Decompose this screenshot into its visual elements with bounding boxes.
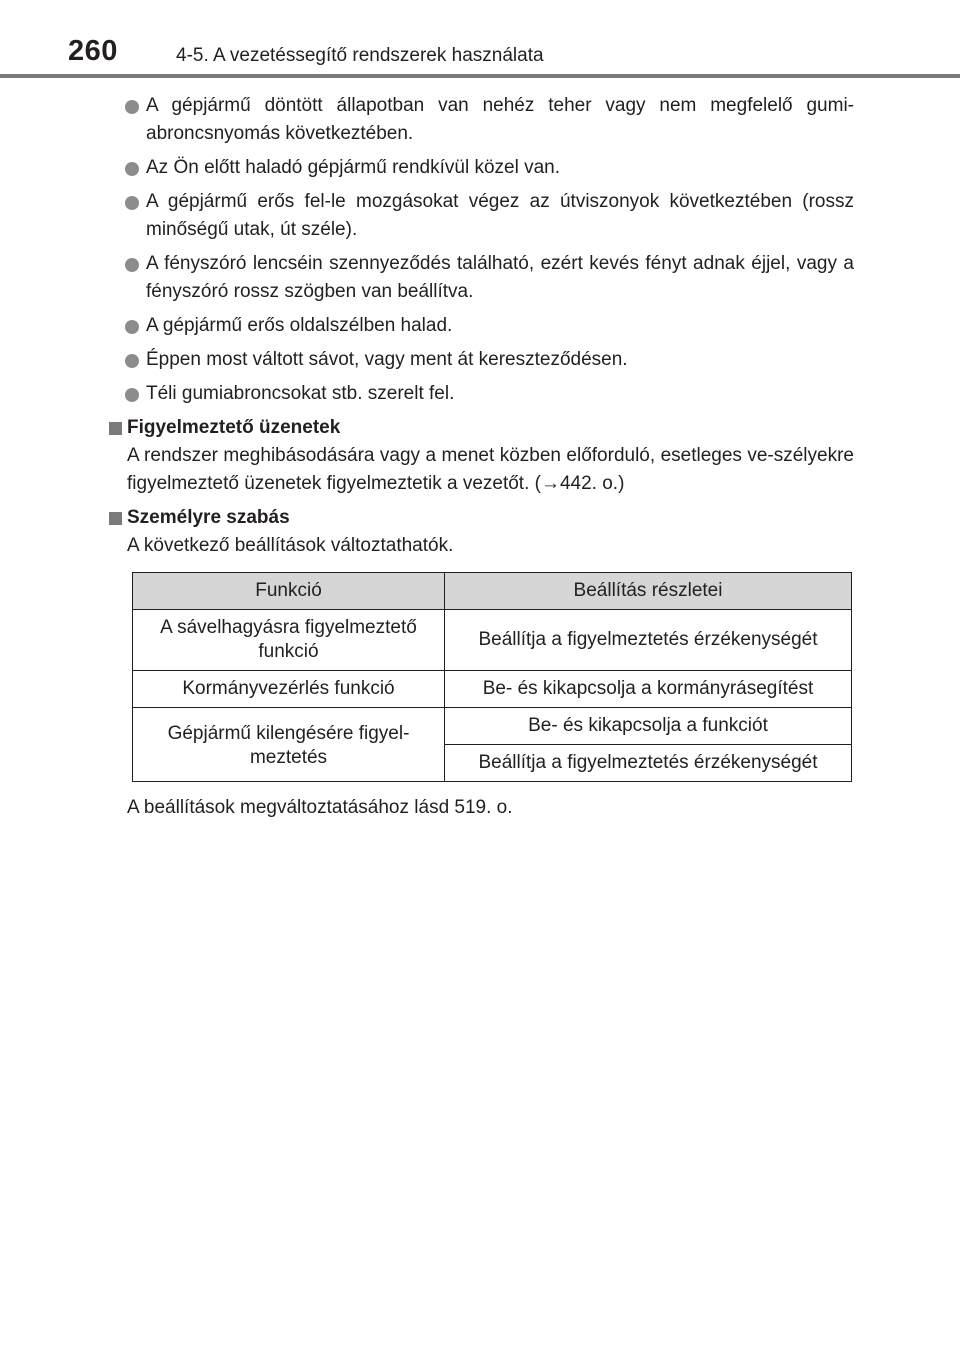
list-item — [108, 188, 854, 244]
page-header — [0, 0, 960, 80]
bullet-list — [108, 92, 854, 408]
bullet-dot-icon — [125, 100, 139, 114]
heading-text: Figyelmeztető üzenetek — [127, 417, 341, 438]
bullet-dot-icon — [125, 388, 139, 402]
page-content — [108, 92, 854, 822]
details-cell: Be- és kikapcsolja a funkciót — [445, 708, 852, 745]
list-item-text: A gépjármű erős fel-le mozgásokat végez az útviszonyok következtében (rossz minőségű utak, út széle). — [146, 191, 854, 240]
list-item-text: A fényszóró lencséin szennyeződés található, ezért kevés fényt adnak éjjel, vagy a fényszóró rossz szögben van beállítva. — [146, 253, 854, 302]
warning-messages-heading — [108, 414, 854, 442]
column-header-function: Funkció — [133, 573, 445, 610]
table-row — [133, 708, 852, 745]
square-bullet-icon — [109, 512, 122, 525]
list-item-text: A gépjármű döntött állapotban van nehéz teher vagy nem megfelelő gumi-abroncsnyomás következtében. — [146, 95, 854, 144]
function-cell: Kormányvezérlés funkció — [133, 671, 445, 708]
list-item-text: Téli gumiabroncsokat stb. szerelt fel. — [146, 383, 455, 404]
list-item — [108, 92, 854, 148]
bullet-dot-icon — [125, 196, 139, 210]
column-header-details: Beállítás részletei — [445, 573, 852, 610]
list-item-text: A gépjármű erős oldalszélben halad. — [146, 315, 453, 336]
warning-messages-text: A rendszer meghibásodására vagy a menet közben előforduló, esetleges ve-szélyekre figyelmeztető üzenetek figyelmeztetik a vezetőt. (→442. o.) — [127, 445, 854, 494]
list-item — [108, 312, 854, 340]
list-item — [108, 346, 854, 374]
list-item — [108, 380, 854, 408]
bullet-dot-icon — [125, 354, 139, 368]
details-cell: Beállítja a figyelmeztetés érzékenységét — [445, 610, 852, 671]
table-header-row — [133, 573, 852, 610]
bullet-dot-icon — [125, 258, 139, 272]
settings-footnote: A beállítások megváltoztatásához lásd 519. o. — [127, 797, 513, 818]
header-rule — [0, 74, 960, 78]
table-row — [133, 671, 852, 708]
list-item-text: Az Ön előtt haladó gépjármű rendkívül közel van. — [146, 157, 561, 178]
details-cell: Be- és kikapcsolja a kormányrásegítést — [445, 671, 852, 708]
list-item-text: Éppen most váltott sávot, vagy ment át kereszteződésen. — [146, 349, 628, 370]
section-title: 4-5. A vezetéssegítő rendszerek használata — [176, 45, 544, 66]
square-bullet-icon — [109, 422, 122, 435]
table-row — [133, 610, 852, 671]
customization-intro: A következő beállítások változtathatók. — [127, 535, 454, 556]
details-cell: Beállítja a figyelmeztetés érzékenységét — [445, 745, 852, 782]
settings-table — [132, 572, 852, 782]
page-number: 260 — [68, 35, 118, 67]
bullet-dot-icon — [125, 320, 139, 334]
customization-heading — [108, 504, 854, 532]
function-cell: Gépjármű kilengésére figyel-meztetés — [133, 708, 445, 782]
list-item — [108, 250, 854, 306]
bullet-dot-icon — [125, 162, 139, 176]
function-cell: A sávelhagyásra figyelmeztető funkció — [133, 610, 445, 671]
list-item — [108, 154, 854, 182]
heading-text: Személyre szabás — [127, 507, 290, 528]
